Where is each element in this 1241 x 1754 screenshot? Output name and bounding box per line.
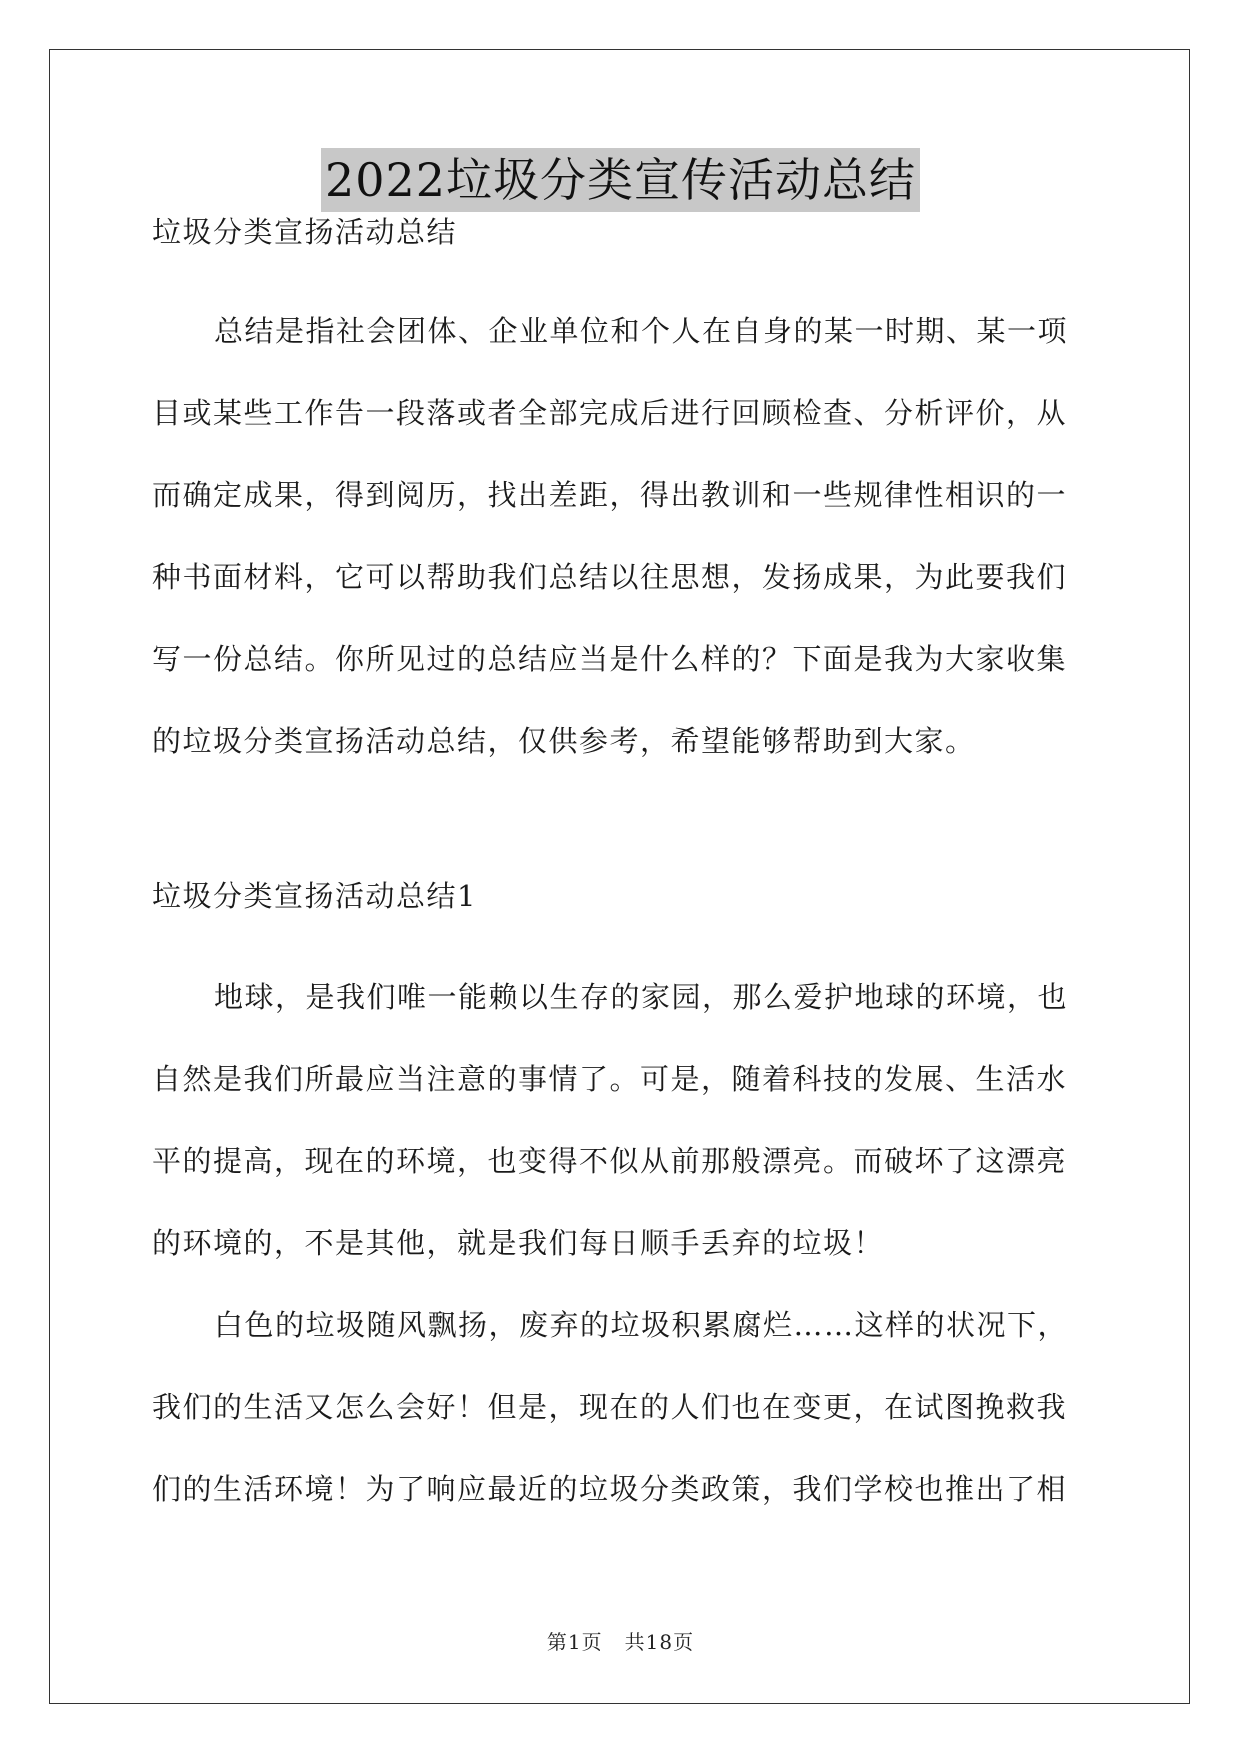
paragraph-line: 目或某些工作告一段落或者全部完成后进行回顾检查、分析评价，从 [152, 396, 1068, 430]
paragraph-line: 我们的生活又怎么会好！但是，现在的人们也在变更，在试图挽救我 [152, 1390, 1068, 1424]
document-subtitle: 垃圾分类宣扬活动总结 [152, 215, 458, 249]
paragraph-line: 的垃圾分类宣扬活动总结，仅供参考，希望能够帮助到大家。 [152, 724, 976, 758]
section-heading: 垃圾分类宣扬活动总结1 [152, 879, 477, 913]
paragraph-line: 总结是指社会团体、企业单位和个人在自身的某一时期、某一项 [214, 314, 1069, 348]
paragraph-line: 写一份总结。你所见过的总结应当是什么样的？下面是我为大家收集 [152, 642, 1068, 676]
paragraph-line: 而确定成果，得到阅历，找出差距，得出教训和一些规律性相识的一 [152, 478, 1068, 512]
section-paragraph-2 [152, 1284, 1088, 1530]
page-number: 第1页 [546, 1630, 603, 1654]
paragraph-line: 白色的垃圾随风飘扬，废弃的垃圾积累腐烂……这样的状况下， [214, 1308, 1069, 1342]
paragraph-line: 平的提高，现在的环境，也变得不似从前那般漂亮。而破坏了这漂亮 [152, 1144, 1068, 1178]
paragraph-line: 种书面材料，它可以帮助我们总结以往思想，发扬成果，为此要我们 [152, 560, 1068, 594]
intro-paragraph [152, 290, 1088, 782]
paragraph-line: 自然是我们所最应当注意的事情了。可是，随着科技的发展、生活水 [152, 1062, 1068, 1096]
section-paragraph-1 [152, 956, 1088, 1284]
paragraph-line: 的环境的，不是其他，就是我们每日顺手丢弃的垃圾！ [152, 1226, 885, 1260]
page-footer [0, 1626, 1241, 1655]
document-title: 2022垃圾分类宣传活动总结 [321, 148, 920, 212]
paragraph-line: 地球，是我们唯一能赖以生存的家园，那么爱护地球的环境，也 [214, 980, 1069, 1014]
page-total: 共18页 [624, 1630, 695, 1654]
paragraph-line: 们的生活环境！为了响应最近的垃圾分类政策，我们学校也推出了相 [152, 1472, 1068, 1506]
title-container [0, 148, 1241, 212]
